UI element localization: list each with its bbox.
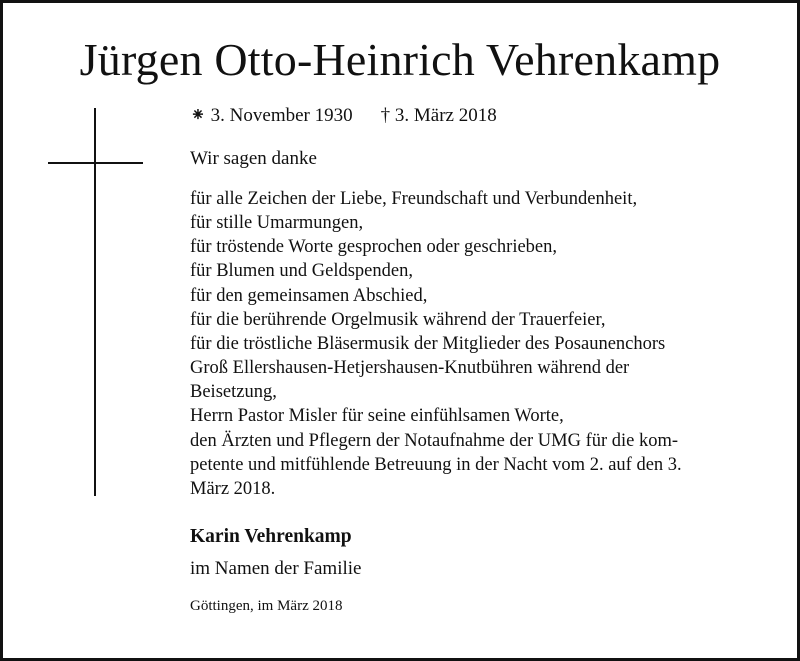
- thanks-line: für alle Zeichen der Liebe, Freundschaft und Verbundenheit,: [190, 189, 638, 209]
- thanks-line: petente und mitfühlende Betreuung in der Nacht vom 2. auf den 3.: [190, 454, 682, 475]
- cross-vertical-bar: [94, 108, 96, 496]
- thanks-line: für tröstende Worte gesprochen oder geschrieben,: [190, 237, 558, 258]
- thanks-list: [190, 187, 682, 501]
- thanks-line: März 2018.: [190, 478, 276, 499]
- place-and-date: Göttingen, im März 2018: [190, 598, 343, 614]
- thanks-line: Herrn Pastor Misler für seine einfühlsamen Worte,: [190, 406, 564, 427]
- birth-date: ⁕ 3. November 1930: [190, 105, 353, 126]
- thanks-line: für Blumen und Geldspenden,: [190, 261, 413, 282]
- signature-name: Karin Vehrenkamp: [190, 526, 352, 547]
- life-dates: [190, 102, 497, 130]
- thanks-line: für die tröstliche Bläsermusik der Mitglieder des Posaunenchors: [190, 333, 666, 354]
- thanks-line: den Ärzten und Pflegern der Notaufnahme der UMG für die kom-: [190, 430, 679, 451]
- thanks-line: Groß Ellershausen-Hetjershausen-Knutbühren während der: [190, 358, 630, 379]
- death-date: † 3. März 2018: [380, 105, 497, 126]
- signature-subline: im Namen der Familie: [190, 558, 362, 579]
- cross-horizontal-bar: [48, 162, 143, 164]
- thanks-line: für die berührende Orgelmusik während der Trauerfeier,: [190, 309, 606, 330]
- deceased-name: Jürgen Otto-Heinrich Vehrenkamp: [79, 34, 721, 85]
- thanks-line: für stille Umarmungen,: [190, 213, 364, 234]
- thanks-heading: Wir sagen danke: [190, 148, 317, 169]
- thanks-line: Beisetzung,: [190, 382, 277, 403]
- thanks-line: für den gemeinsamen Abschied,: [190, 285, 428, 306]
